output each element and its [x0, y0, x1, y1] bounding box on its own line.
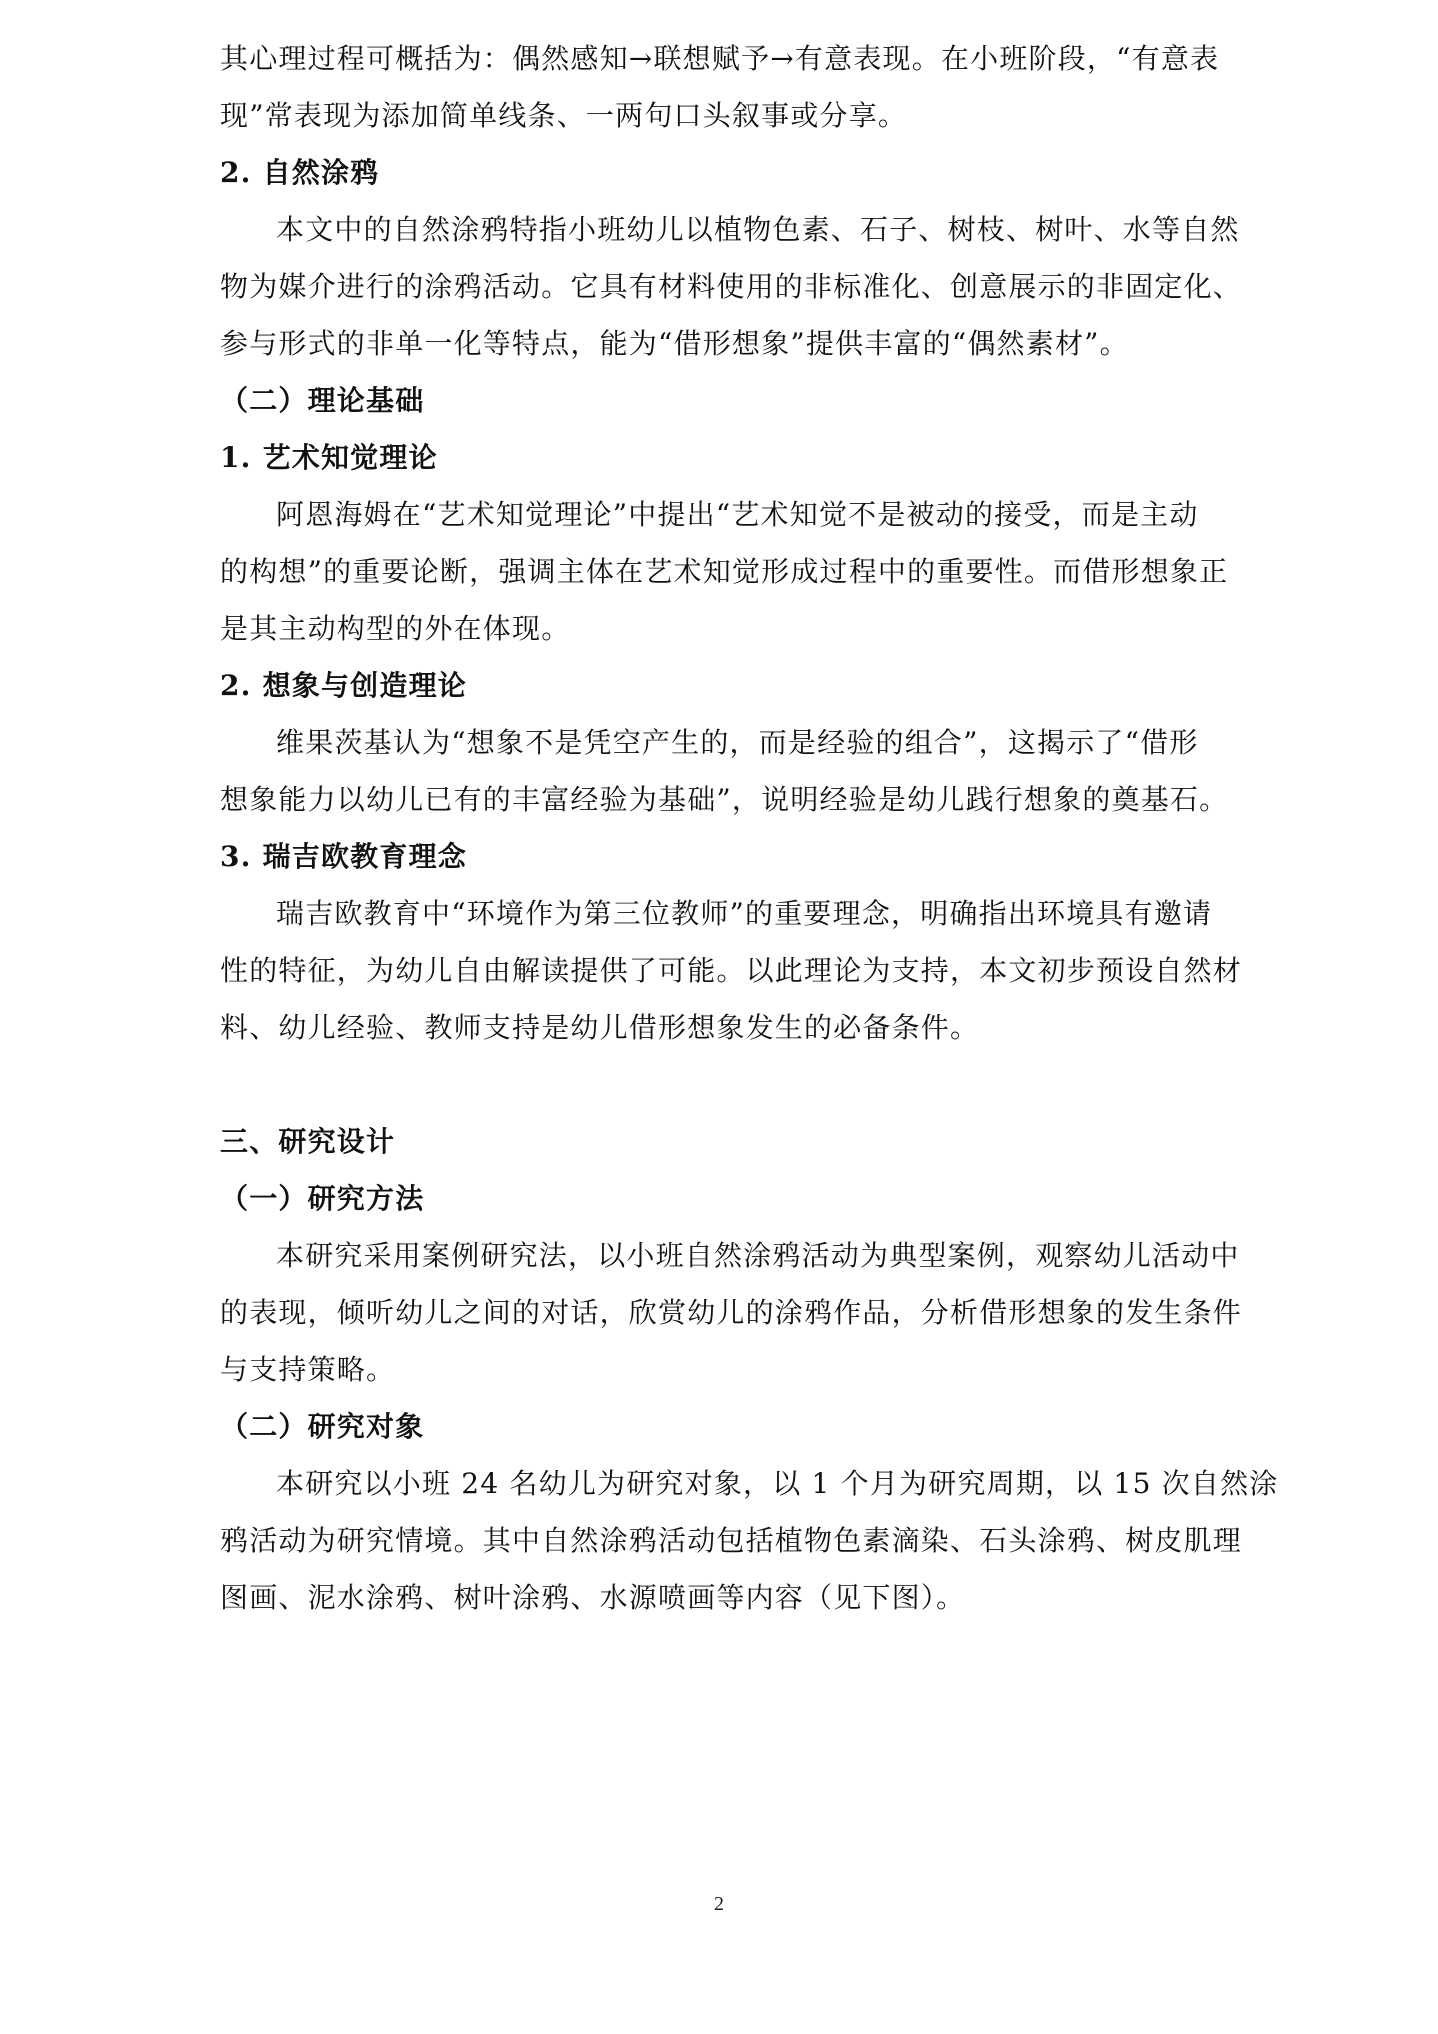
- body-line: 图画、泥水涂鸦、树叶涂鸦、水源喷画等内容（见下图）。: [220, 1581, 966, 1614]
- subsection-heading: 3. 瑞吉欧教育理念: [220, 840, 467, 873]
- body-line: 鸦活动为研究情境。其中自然涂鸦活动包括植物色素滴染、石头涂鸦、树皮肌理: [220, 1524, 1243, 1557]
- page-number: 2: [714, 1893, 724, 1915]
- section-heading: （二）研究对象: [220, 1410, 425, 1443]
- subsection-heading: 1. 艺术知觉理论: [220, 441, 438, 474]
- section-heading: （一）研究方法: [220, 1182, 425, 1215]
- subsection-heading: 2. 想象与创造理论: [220, 669, 467, 702]
- body-line: 物为媒介进行的涂鸦活动。它具有材料使用的非标准化、创意展示的非固定化、: [220, 270, 1243, 303]
- body-line: 料、幼儿经验、教师支持是幼儿借形想象发生的必备条件。: [220, 1011, 980, 1044]
- blank-line: [220, 1056, 1230, 1113]
- document-body: [220, 30, 1279, 1626]
- body-line: 其心理过程可概括为：偶然感知→联想赋予→有意表现。在小班阶段，“有意表: [220, 42, 1220, 75]
- subsection-heading: 2. 自然涂鸦: [220, 156, 380, 189]
- body-line: 与支持策略。: [220, 1353, 396, 1386]
- body-line: 本文中的自然涂鸦特指小班幼儿以植物色素、石子、树枝、树叶、水等自然: [276, 213, 1240, 246]
- body-line: 参与形式的非单一化等特点，能为“借形想象”提供丰富的“偶然素材”。: [220, 327, 1129, 360]
- body-line: 想象能力以幼儿已有的丰富经验为基础”，说明经验是幼儿践行想象的奠基石。: [220, 783, 1229, 816]
- body-line: 的构想”的重要论断，强调主体在艺术知觉形成过程中的重要性。而借形想象正: [220, 555, 1229, 588]
- body-line: 现”常表现为添加简单线条、一两句口头叙事或分享。: [220, 99, 908, 132]
- body-line: 瑞吉欧教育中“环境作为第三位教师”的重要理念，明确指出环境具有邀请: [276, 897, 1213, 930]
- body-line: 的表现，倾听幼儿之间的对话，欣赏幼儿的涂鸦作品，分析借形想象的发生条件: [220, 1296, 1243, 1329]
- body-line: 维果茨基认为“想象不是凭空产生的，而是经验的组合”，这揭示了“借形: [276, 726, 1199, 759]
- section-heading: （二）理论基础: [220, 384, 425, 417]
- body-line: 本研究以小班 24 名幼儿为研究对象，以 1 个月为研究周期，以 15 次自然涂: [276, 1467, 1279, 1500]
- body-line: 性的特征，为幼儿自由解读提供了可能。以此理论为支持，本文初步预设自然材: [220, 954, 1243, 987]
- body-line: 是其主动构型的外在体现。: [220, 612, 571, 645]
- body-line: 本研究采用案例研究法，以小班自然涂鸦活动为典型案例，观察幼儿活动中: [276, 1239, 1240, 1272]
- chapter-heading: 三、研究设计: [220, 1125, 396, 1158]
- body-line: 阿恩海姆在“艺术知觉理论”中提出“艺术知觉不是被动的接受，而是主动: [276, 498, 1199, 531]
